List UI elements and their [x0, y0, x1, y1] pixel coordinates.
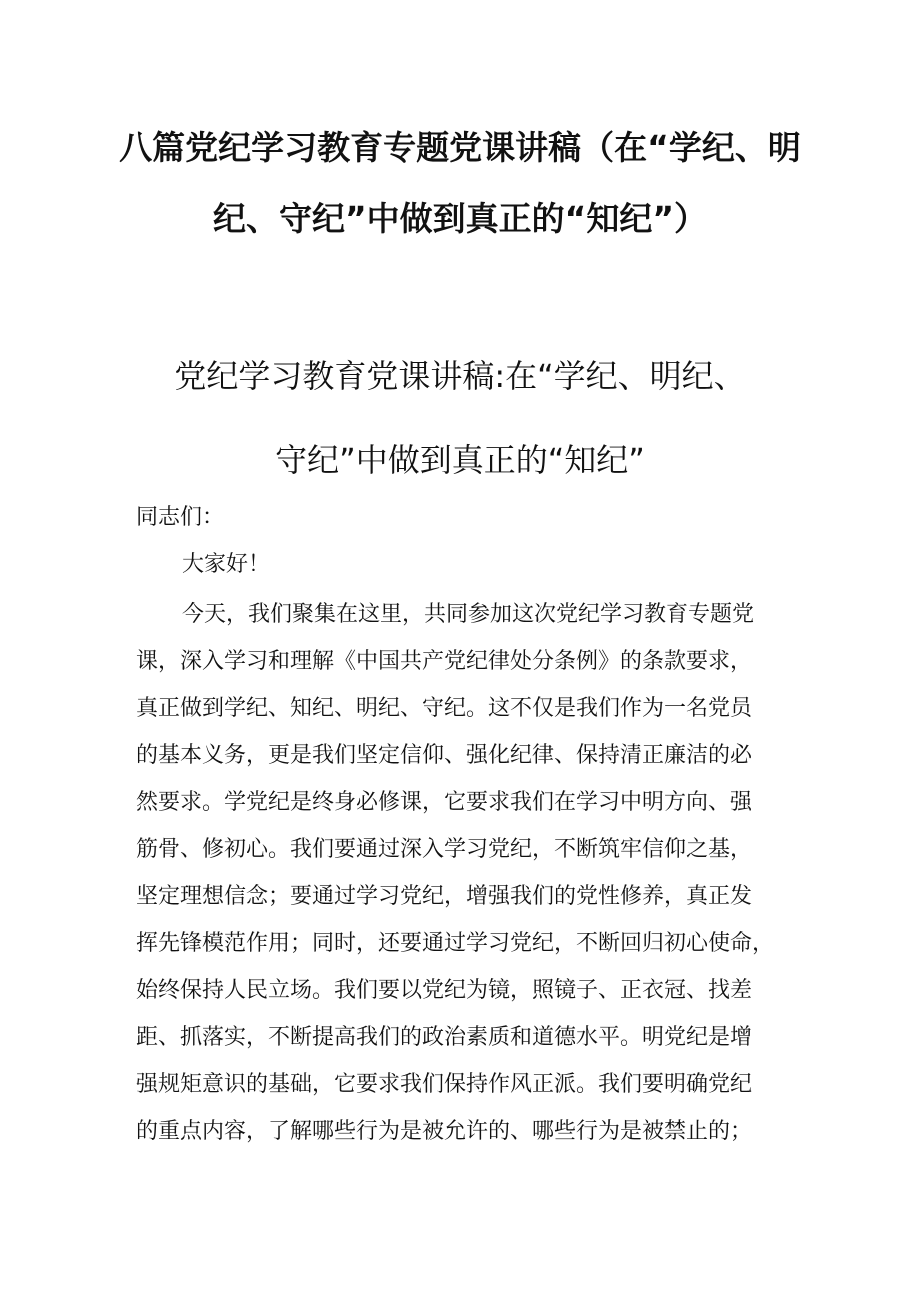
body-line: 距、抓落实，不断提高我们的政治素质和道德水平。明党纪是增: [136, 1025, 753, 1050]
body-line: 然要求。学党纪是终身必修课，它要求我们在学习中明方向、强: [136, 790, 753, 815]
salutation: 同志们：: [136, 505, 225, 530]
subtitle-line-2: 守纪”中做到真正的“知纪”: [275, 441, 645, 479]
main-title-line-2: 纪、守纪”中做到真正的“知纪”）: [212, 199, 708, 238]
body-line: 筋骨、修初心。我们要通过深入学习党纪，不断筑牢信仰之基，: [136, 837, 753, 862]
body-line: 的重点内容，了解哪些行为是被允许的、哪些行为是被禁止的；: [136, 1119, 753, 1144]
greeting: 大家好！: [182, 552, 271, 577]
body-line: 强规矩意识的基础，它要求我们保持作风正派。我们要明确党纪: [136, 1072, 753, 1097]
body-line: 的基本义务，更是我们坚定信仰、强化纪律、保持清正廉洁的必: [136, 743, 753, 768]
body-line: 真正做到学纪、知纪、明纪、守纪。这不仅是我们作为一名党员: [136, 696, 753, 721]
body-line: 课，深入学习和理解《中国共产党纪律处分条例》的条款要求，: [136, 649, 753, 674]
body-line: 今天，我们聚集在这里，共同参加这次党纪学习教育专题党: [182, 602, 755, 627]
body-line: 坚定理想信念；要通过学习党纪，增强我们的党性修养，真正发: [136, 884, 753, 909]
body-line: 始终保持人民立场。我们要以党纪为镜，照镜子、正衣冠、找差: [136, 978, 753, 1003]
subtitle-line-1: 党纪学习教育党课讲稿:在“学纪、明纪、: [174, 357, 746, 395]
body-line: 挥先锋模范作用；同时，还要通过学习党纪，不断回归初心使命，: [136, 931, 775, 956]
main-title-line-1: 八篇党纪学习教育专题党课讲稿（在“学纪、明: [119, 128, 801, 167]
